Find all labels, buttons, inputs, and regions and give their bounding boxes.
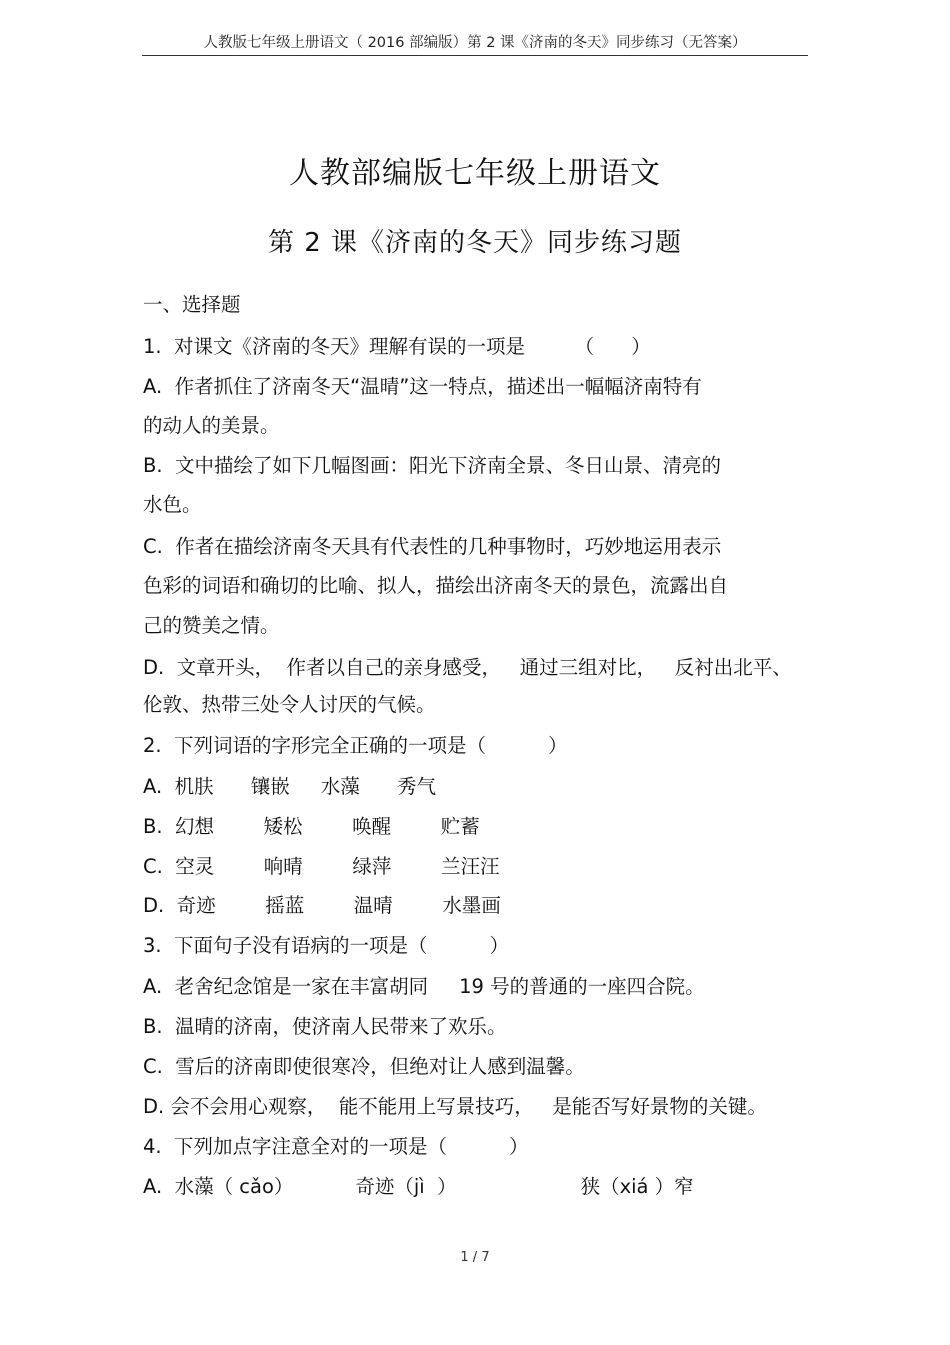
question-3-stem: 3. 下面句子没有语病的一项是（ ）	[143, 934, 509, 957]
question-1-stem: 1. 对课文《济南的冬天》理解有误的一项是 （ ）	[143, 335, 651, 358]
question-1-option-b-cont: 水色。	[143, 493, 202, 516]
question-4-option-a: A. 水藻（ cǎo） 奇迹（jì ） 狭（xiá ）窄	[143, 1175, 694, 1198]
question-2-option-a: A. 机肤 镶嵌 水藻 秀气	[143, 775, 436, 798]
running-header: 人教版七年级上册语文（ 2016 部编版）第 2 课《济南的冬天》同步练习（无答案）	[203, 35, 747, 51]
question-1-option-d-cont: 伦敦、热带三处令人讨厌的气候。	[143, 693, 436, 716]
question-3-option-b: B. 温晴的济南，使济南人民带来了欢乐。	[143, 1015, 507, 1038]
document-title: 人教部编版七年级上册语文	[289, 156, 661, 191]
header-divider	[142, 55, 808, 56]
document-subtitle: 第 2 课《济南的冬天》同步练习题	[267, 228, 683, 258]
question-2-option-d: D. 奇迹 摇蓝 温晴 水墨画	[143, 894, 501, 917]
question-1-option-b: B. 文中描绘了如下几幅图画：阳光下济南全景、冬日山景、清亮的	[143, 454, 721, 477]
question-4-stem: 4. 下列加点字注意全对的一项是（ ）	[143, 1135, 529, 1158]
page-number: 1 / 7	[460, 1250, 490, 1265]
question-1-option-c-cont2: 己的赞美之情。	[143, 614, 280, 637]
question-1-option-a: A. 作者抓住了济南冬天“温晴”这一特点，描述出一幅幅济南特有	[143, 375, 702, 398]
question-3-option-c: C. 雪后的济南即使很寒冷，但绝对让人感到温馨。	[143, 1055, 585, 1078]
question-1-option-d: D. 文章开头， 作者以自己的亲身感受， 通过三组对比， 反衬出北平、	[143, 656, 792, 679]
section-heading: 一、选择题	[143, 293, 241, 316]
question-1-option-c: C. 作者在描绘济南冬天具有代表性的几种事物时，巧妙地运用表示	[143, 535, 722, 558]
question-1-option-a-cont: 的动人的美景。	[143, 414, 280, 437]
question-2-option-c: C. 空灵 响晴 绿萍 兰汪汪	[143, 855, 500, 878]
question-3-option-a: A. 老舍纪念馆是一家在丰富胡同 19 号的普通的一座四合院。	[143, 975, 705, 998]
question-1-option-c-cont: 色彩的词语和确切的比喻、拟人，描绘出济南冬天的景色，流露出自	[143, 574, 729, 597]
question-2-stem: 2. 下列词语的字形完全正确的一项是（ ）	[143, 734, 568, 757]
question-2-option-b: B. 幻想 矮松 唤醒 贮蓄	[143, 815, 480, 838]
question-3-option-d: D. 会不会用心观察， 能不能用上写景技巧， 是能否写好景物的关键。	[143, 1095, 767, 1118]
